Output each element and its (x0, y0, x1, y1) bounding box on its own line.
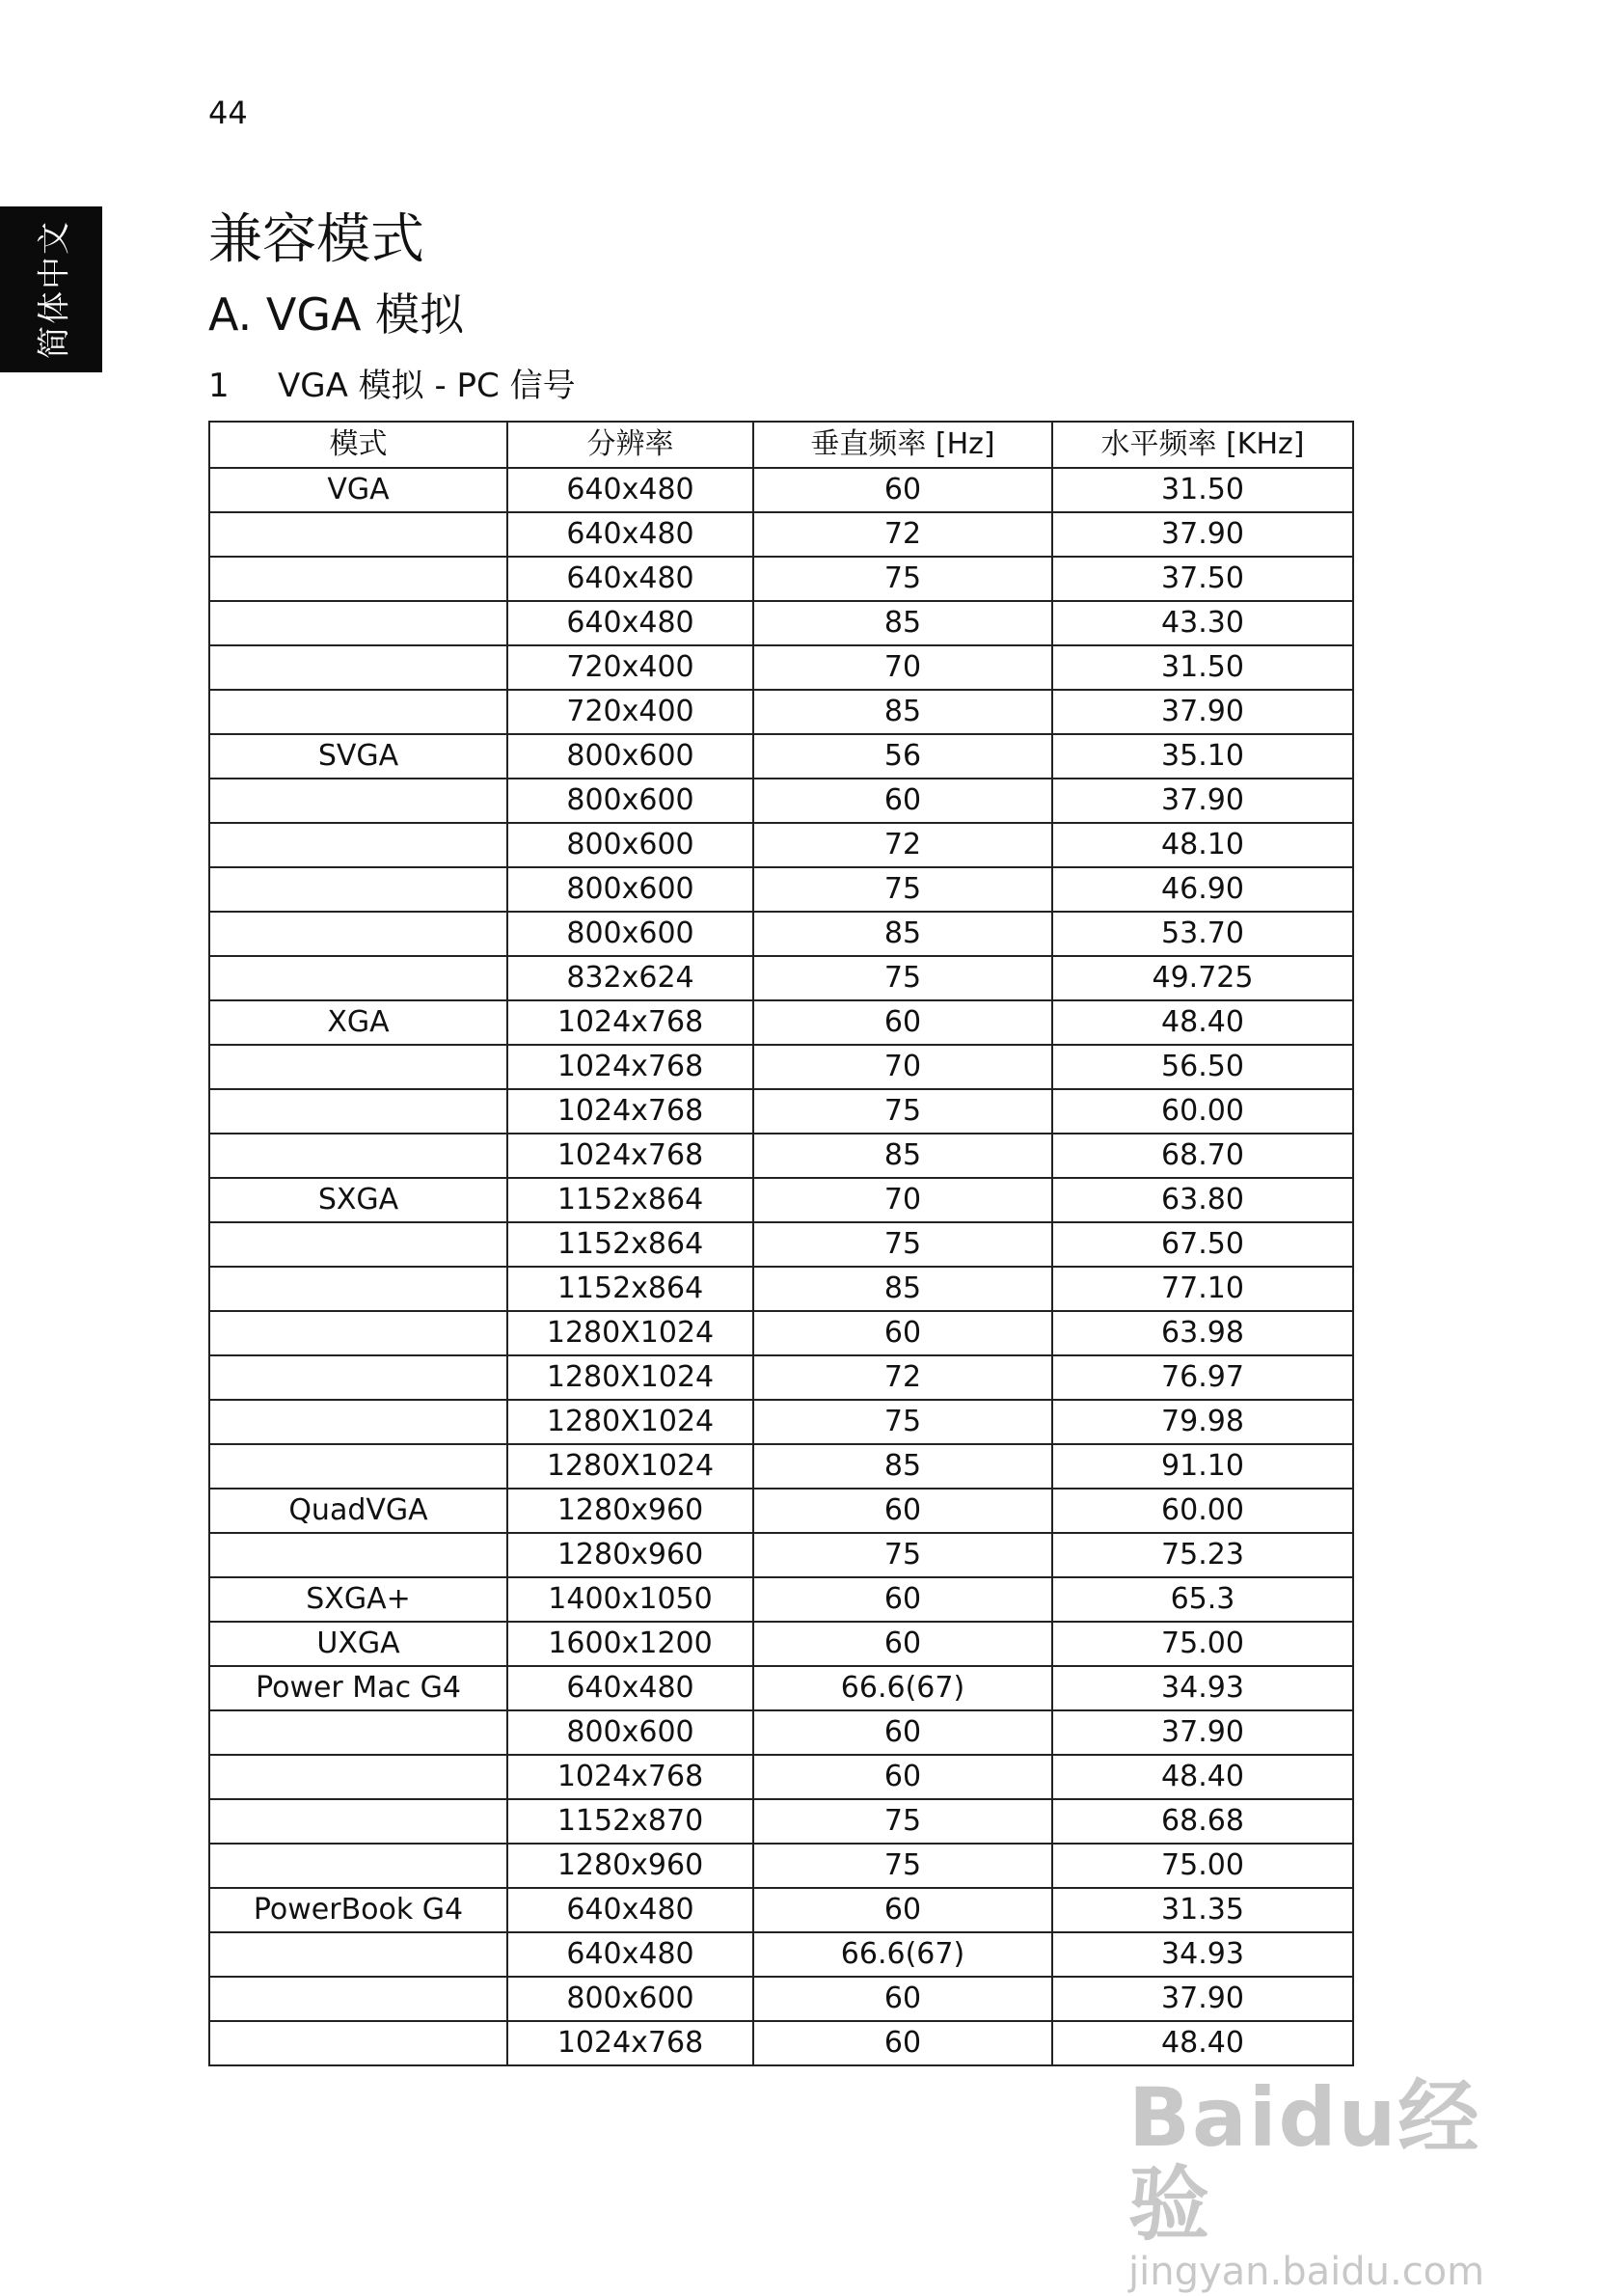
vertical-frequency-cell: 75 (753, 956, 1052, 1000)
table-row (209, 1799, 1353, 1844)
table-row (209, 1977, 1353, 2021)
resolution-cell: 800x600 (507, 779, 753, 823)
resolution-cell: 1152x864 (507, 1267, 753, 1311)
table-header-row (209, 422, 1353, 468)
table-row (209, 557, 1353, 601)
vertical-frequency-cell: 66.6(67) (753, 1666, 1052, 1710)
mode-cell (209, 1134, 507, 1178)
table-row (209, 1755, 1353, 1799)
resolution-cell: 640x480 (507, 512, 753, 557)
mode-cell (209, 645, 507, 690)
horizontal-frequency-cell: 48.40 (1052, 2021, 1353, 2065)
watermark-url: jingyan.baidu.com (1128, 2250, 1485, 2294)
mode-cell: VGA (209, 468, 507, 512)
mode-cell (209, 690, 507, 734)
table-row (209, 512, 1353, 557)
mode-cell (209, 1533, 507, 1577)
mode-cell (209, 1267, 507, 1311)
table-caption-text: VGA 模拟 - PC 信号 (278, 367, 576, 405)
horizontal-frequency-cell: 31.50 (1052, 468, 1353, 512)
resolution-cell: 1152x870 (507, 1799, 753, 1844)
vertical-frequency-cell: 60 (753, 1000, 1052, 1045)
table-row (209, 1000, 1353, 1045)
vertical-frequency-cell: 56 (753, 734, 1052, 779)
horizontal-frequency-cell: 75.00 (1052, 1844, 1353, 1888)
vertical-frequency-cell: 75 (753, 1799, 1052, 1844)
vertical-frequency-cell: 75 (753, 1222, 1052, 1267)
horizontal-frequency-cell: 67.50 (1052, 1222, 1353, 1267)
table-row (209, 468, 1353, 512)
table-row (209, 1222, 1353, 1267)
mode-cell: SVGA (209, 734, 507, 779)
header-vertical-frequency: 垂直频率 [Hz] (753, 422, 1052, 468)
vertical-frequency-cell: 75 (753, 1400, 1052, 1444)
resolution-cell: 640x480 (507, 1932, 753, 1977)
table-row (209, 1844, 1353, 1888)
resolution-cell: 1280x960 (507, 1533, 753, 1577)
horizontal-frequency-cell: 65.3 (1052, 1577, 1353, 1622)
header-resolution: 分辨率 (507, 422, 753, 468)
vertical-frequency-cell: 75 (753, 1089, 1052, 1134)
resolution-cell: 1024x768 (507, 1089, 753, 1134)
mode-cell: PowerBook G4 (209, 1888, 507, 1932)
table-row (209, 1178, 1353, 1222)
vertical-frequency-cell: 60 (753, 1577, 1052, 1622)
resolution-cell: 1600x1200 (507, 1622, 753, 1666)
table-row (209, 1533, 1353, 1577)
mode-cell (209, 1710, 507, 1755)
mode-cell (209, 1444, 507, 1489)
resolution-cell: 800x600 (507, 734, 753, 779)
resolution-cell: 640x480 (507, 601, 753, 645)
mode-cell (209, 1311, 507, 1355)
horizontal-frequency-cell: 43.30 (1052, 601, 1353, 645)
horizontal-frequency-cell: 49.725 (1052, 956, 1353, 1000)
watermark-logo: Baidu经验 (1128, 2070, 1481, 2252)
mode-cell (209, 1222, 507, 1267)
compatibility-table (208, 421, 1354, 2066)
table-row (209, 779, 1353, 823)
horizontal-frequency-cell: 37.90 (1052, 1710, 1353, 1755)
mode-cell (209, 1932, 507, 1977)
mode-cell (209, 956, 507, 1000)
horizontal-frequency-cell: 48.40 (1052, 1755, 1353, 1799)
horizontal-frequency-cell: 46.90 (1052, 867, 1353, 912)
vertical-frequency-cell: 60 (753, 1622, 1052, 1666)
mode-cell (209, 2021, 507, 2065)
mode-cell: SXGA (209, 1178, 507, 1222)
table-row (209, 1267, 1353, 1311)
mode-cell (209, 823, 507, 867)
resolution-cell: 1024x768 (507, 1000, 753, 1045)
resolution-cell: 800x600 (507, 823, 753, 867)
table-row (209, 1710, 1353, 1755)
vertical-frequency-cell: 72 (753, 512, 1052, 557)
vertical-frequency-cell: 85 (753, 601, 1052, 645)
vertical-frequency-cell: 60 (753, 1710, 1052, 1755)
horizontal-frequency-cell: 37.90 (1052, 779, 1353, 823)
vertical-frequency-cell: 85 (753, 690, 1052, 734)
mode-cell (209, 867, 507, 912)
horizontal-frequency-cell: 56.50 (1052, 1045, 1353, 1089)
resolution-cell: 1280x960 (507, 1844, 753, 1888)
resolution-cell: 800x600 (507, 1710, 753, 1755)
table-row (209, 1045, 1353, 1089)
horizontal-frequency-cell: 60.00 (1052, 1089, 1353, 1134)
mode-cell (209, 512, 507, 557)
vertical-frequency-cell: 75 (753, 557, 1052, 601)
resolution-cell: 832x624 (507, 956, 753, 1000)
mode-cell: XGA (209, 1000, 507, 1045)
resolution-cell: 1280X1024 (507, 1400, 753, 1444)
resolution-cell: 1152x864 (507, 1178, 753, 1222)
vertical-frequency-cell: 85 (753, 912, 1052, 956)
resolution-cell: 800x600 (507, 867, 753, 912)
vertical-frequency-cell: 60 (753, 1311, 1052, 1355)
table-row (209, 1355, 1353, 1400)
table-body (209, 468, 1353, 2065)
vertical-frequency-cell: 60 (753, 2021, 1052, 2065)
resolution-cell: 1280X1024 (507, 1444, 753, 1489)
resolution-cell: 720x400 (507, 690, 753, 734)
resolution-cell: 800x600 (507, 912, 753, 956)
table-row (209, 823, 1353, 867)
vertical-frequency-cell: 75 (753, 1533, 1052, 1577)
horizontal-frequency-cell: 35.10 (1052, 734, 1353, 779)
vertical-frequency-cell: 60 (753, 468, 1052, 512)
resolution-cell: 720x400 (507, 645, 753, 690)
resolution-cell: 800x600 (507, 1977, 753, 2021)
section-subtitle: A. VGA 模拟 (208, 288, 465, 341)
horizontal-frequency-cell: 76.97 (1052, 1355, 1353, 1400)
horizontal-frequency-cell: 48.40 (1052, 1000, 1353, 1045)
horizontal-frequency-cell: 37.90 (1052, 512, 1353, 557)
horizontal-frequency-cell: 75.00 (1052, 1622, 1353, 1666)
header-mode: 模式 (209, 422, 507, 468)
page-title: 兼容模式 (208, 208, 424, 271)
table-row (209, 1888, 1353, 1932)
table-row (209, 956, 1353, 1000)
resolution-cell: 640x480 (507, 468, 753, 512)
table-row (209, 1089, 1353, 1134)
horizontal-frequency-cell: 79.98 (1052, 1400, 1353, 1444)
horizontal-frequency-cell: 31.35 (1052, 1888, 1353, 1932)
table-row (209, 1444, 1353, 1489)
mode-cell (209, 779, 507, 823)
horizontal-frequency-cell: 77.10 (1052, 1267, 1353, 1311)
horizontal-frequency-cell: 63.80 (1052, 1178, 1353, 1222)
mode-cell (209, 1799, 507, 1844)
table-row (209, 1932, 1353, 1977)
resolution-cell: 1024x768 (507, 1134, 753, 1178)
table-row (209, 734, 1353, 779)
vertical-frequency-cell: 66.6(67) (753, 1932, 1052, 1977)
table-row (209, 645, 1353, 690)
vertical-frequency-cell: 60 (753, 1977, 1052, 2021)
mode-cell (209, 557, 507, 601)
resolution-cell: 1280X1024 (507, 1311, 753, 1355)
mode-cell (209, 1844, 507, 1888)
resolution-cell: 1024x768 (507, 2021, 753, 2065)
vertical-frequency-cell: 60 (753, 1489, 1052, 1533)
horizontal-frequency-cell: 37.90 (1052, 690, 1353, 734)
horizontal-frequency-cell: 31.50 (1052, 645, 1353, 690)
horizontal-frequency-cell: 34.93 (1052, 1932, 1353, 1977)
resolution-cell: 1024x768 (507, 1045, 753, 1089)
horizontal-frequency-cell: 53.70 (1052, 912, 1353, 956)
horizontal-frequency-cell: 48.10 (1052, 823, 1353, 867)
table-row (209, 1311, 1353, 1355)
resolution-cell: 1280X1024 (507, 1355, 753, 1400)
horizontal-frequency-cell: 63.98 (1052, 1311, 1353, 1355)
table-caption-number: 1 (208, 367, 230, 405)
mode-cell: UXGA (209, 1622, 507, 1666)
table-row (209, 1666, 1353, 1710)
table-row (209, 601, 1353, 645)
table-row (209, 1622, 1353, 1666)
vertical-frequency-cell: 72 (753, 823, 1052, 867)
table-row (209, 867, 1353, 912)
table-row (209, 1489, 1353, 1533)
horizontal-frequency-cell: 37.90 (1052, 1977, 1353, 2021)
resolution-cell: 640x480 (507, 1888, 753, 1932)
vertical-frequency-cell: 85 (753, 1267, 1052, 1311)
horizontal-frequency-cell: 60.00 (1052, 1489, 1353, 1533)
mode-cell (209, 1355, 507, 1400)
resolution-cell: 640x480 (507, 1666, 753, 1710)
vertical-frequency-cell: 60 (753, 1888, 1052, 1932)
table-row (209, 1400, 1353, 1444)
vertical-frequency-cell: 75 (753, 1844, 1052, 1888)
vertical-frequency-cell: 70 (753, 1045, 1052, 1089)
horizontal-frequency-cell: 68.70 (1052, 1134, 1353, 1178)
mode-cell (209, 1045, 507, 1089)
resolution-cell: 1024x768 (507, 1755, 753, 1799)
horizontal-frequency-cell: 91.10 (1052, 1444, 1353, 1489)
resolution-cell: 1152x864 (507, 1222, 753, 1267)
mode-cell: SXGA+ (209, 1577, 507, 1622)
page-number: 44 (208, 95, 248, 131)
vertical-frequency-cell: 60 (753, 1755, 1052, 1799)
table-row (209, 2021, 1353, 2065)
table-row (209, 1134, 1353, 1178)
language-label: 简体中文 (35, 220, 74, 359)
mode-cell (209, 912, 507, 956)
horizontal-frequency-cell: 68.68 (1052, 1799, 1353, 1844)
vertical-frequency-cell: 85 (753, 1134, 1052, 1178)
table-row (209, 690, 1353, 734)
resolution-cell: 1280x960 (507, 1489, 753, 1533)
vertical-frequency-cell: 72 (753, 1355, 1052, 1400)
mode-cell (209, 1977, 507, 2021)
table-row (209, 1577, 1353, 1622)
mode-cell (209, 601, 507, 645)
horizontal-frequency-cell: 34.93 (1052, 1666, 1353, 1710)
mode-cell (209, 1089, 507, 1134)
language-side-tab (0, 206, 102, 372)
vertical-frequency-cell: 70 (753, 1178, 1052, 1222)
resolution-cell: 640x480 (507, 557, 753, 601)
vertical-frequency-cell: 70 (753, 645, 1052, 690)
mode-cell (209, 1400, 507, 1444)
mode-cell: QuadVGA (209, 1489, 507, 1533)
mode-cell: Power Mac G4 (209, 1666, 507, 1710)
horizontal-frequency-cell: 37.50 (1052, 557, 1353, 601)
resolution-cell: 1400x1050 (507, 1577, 753, 1622)
mode-cell (209, 1755, 507, 1799)
baidu-jingyan-watermark (1128, 2070, 1514, 2294)
table-row (209, 912, 1353, 956)
vertical-frequency-cell: 85 (753, 1444, 1052, 1489)
header-horizontal-frequency: 水平频率 [KHz] (1052, 422, 1353, 468)
table-caption (208, 359, 576, 406)
horizontal-frequency-cell: 75.23 (1052, 1533, 1353, 1577)
vertical-frequency-cell: 60 (753, 779, 1052, 823)
vertical-frequency-cell: 75 (753, 867, 1052, 912)
